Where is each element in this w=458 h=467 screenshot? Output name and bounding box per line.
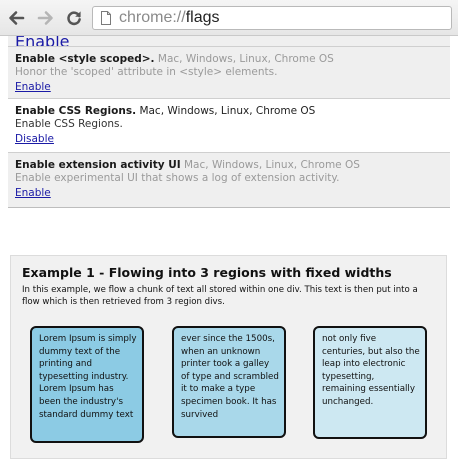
example-description: In this example, we flow a chunk of text all stored within one div. This text is then put into a flow which is then retrieved from 3 region divs. bbox=[22, 285, 418, 307]
browser-toolbar bbox=[0, 0, 458, 36]
back-button[interactable] bbox=[6, 8, 26, 28]
flag-platforms: Mac, Windows, Linux, Chrome OS bbox=[139, 105, 316, 117]
forward-arrow-icon bbox=[37, 9, 55, 27]
reload-icon bbox=[65, 9, 83, 27]
flow-region-2: ever since the 1500s, when an unknown printer took a galley of type and scrambled it to make a type specimen book. It has survived bbox=[172, 326, 286, 438]
example-box bbox=[10, 255, 447, 459]
forward-button[interactable] bbox=[36, 8, 56, 28]
address-bar[interactable] bbox=[92, 6, 452, 30]
flag-item-extension-activity bbox=[8, 152, 450, 208]
url-path: flags bbox=[185, 9, 220, 26]
flag-name: Enable extension activity UI bbox=[15, 159, 181, 171]
flag-platforms: Mac, Windows, Linux, Chrome OS bbox=[184, 159, 360, 171]
url-scheme: chrome:// bbox=[119, 9, 186, 26]
flag-platforms: Mac, Windows, Linux, Chrome OS bbox=[157, 53, 334, 65]
flag-enable-link[interactable]: Enable bbox=[15, 187, 51, 199]
flag-enable-link[interactable]: Enable bbox=[15, 81, 51, 93]
flag-description: Enable experimental UI that shows a log of extension activity. bbox=[15, 171, 340, 184]
flow-region-3: not only five centuries, but also the leap into electronic typesetting, remaining essentially unchanged. bbox=[313, 326, 427, 439]
flag-description: Enable CSS Regions. bbox=[15, 117, 123, 130]
flags-list bbox=[8, 36, 450, 208]
flag-name: Enable <style scoped>. bbox=[15, 53, 155, 65]
page-icon bbox=[98, 10, 114, 26]
example-title: Example 1 - Flowing into 3 regions with fixed widths bbox=[22, 265, 392, 280]
back-arrow-icon bbox=[7, 9, 25, 27]
flow-region-1: Lorem Ipsum is simply dummy text of the printing and typesetting industry. Lorem Ipsum has been the industry's standard dummy text bbox=[30, 326, 144, 443]
url-text[interactable] bbox=[119, 8, 219, 28]
flag-description: Honor the 'scoped' attribute in <style> elements. bbox=[15, 65, 278, 78]
flag-item-style-scoped bbox=[8, 46, 450, 98]
reload-button[interactable] bbox=[64, 8, 84, 28]
flag-item-css-regions bbox=[8, 98, 450, 152]
flag-partial-item bbox=[8, 36, 450, 46]
flag-name: Enable CSS Regions. bbox=[15, 105, 137, 117]
flag-disable-link[interactable]: Disable bbox=[15, 133, 54, 145]
flag-partial-enable-link[interactable]: Enable bbox=[15, 36, 70, 46]
